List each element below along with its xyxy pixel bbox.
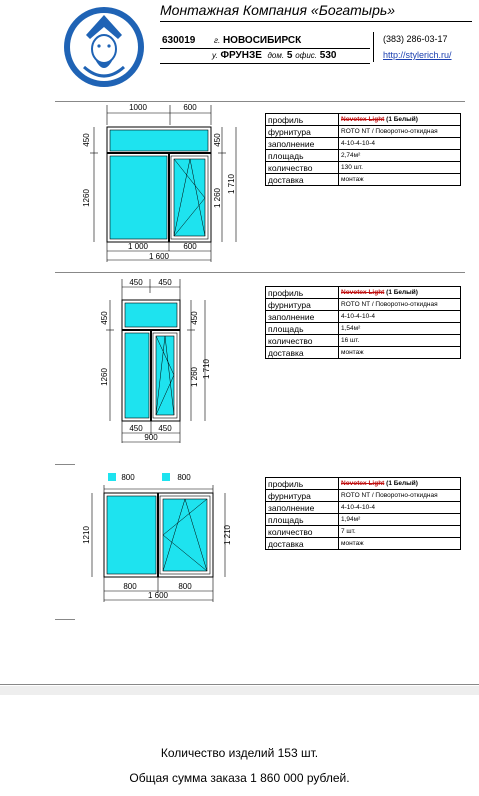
spec-table-1: профиль Novotex Light (1 Белый) фурнитура ROTO NT / Поворотно-откидная заполнение 4-10-4-10-4 площадь 2,74м² количество 130 шт. доставка монтаж — [265, 113, 461, 186]
spec-table-2: профиль Novotex Light (1 Белый) фурнитура ROTO NT / Поворотно-откидная заполнение 4-10-4-10-4 площадь 1,54м² количество 16 шт. доставка монтаж — [265, 286, 461, 359]
dim-right-bottom: 1 260 — [213, 187, 222, 209]
dim-right-height: 1 210 — [223, 524, 232, 546]
dim-bottom-left: 450 — [129, 424, 143, 433]
items-count-summary: Количество изделий 153 шт. — [160, 746, 319, 760]
dim-total-height: 1 710 — [202, 358, 211, 380]
dim-total-width: 1 600 — [147, 591, 169, 600]
dim-bottom-right: 800 — [178, 582, 192, 591]
phone-number: (383) 286-03-17 — [383, 34, 448, 44]
street-line: у. ФРУНЗЕ дом. 5 офис. 530 — [212, 50, 337, 61]
dim-bottom-left: 1 000 — [127, 242, 149, 251]
city-line: г. НОВОСИБИРСК — [214, 35, 302, 46]
dim-total-width: 900 — [144, 433, 158, 442]
company-logo — [62, 5, 146, 89]
website-link[interactable]: http://stylerich.ru/ — [383, 50, 452, 60]
dim-right-top: 450 — [213, 133, 222, 147]
dim-bottom-right: 600 — [183, 242, 197, 251]
dim-left-bottom: 1260 — [100, 368, 109, 386]
dim-left-bottom: 1260 — [82, 189, 91, 207]
dim-right-top: 450 — [190, 311, 199, 325]
dim-left-top: 450 — [100, 311, 109, 325]
window-drawing-3 — [80, 467, 250, 607]
dim-top-right: 600 — [183, 103, 197, 112]
window-drawing-2 — [98, 273, 218, 453]
company-name: Монтажная Компания «Богатырь» — [160, 2, 396, 18]
dim-left-height: 1210 — [82, 526, 91, 544]
spec-table-3: профиль Novotex Light (1 Белый) фурнитура ROTO NT / Поворотно-откидная заполнение 4-10-4-10-4 площадь 1,94м² количество 7 шт. доставка монтаж — [265, 477, 461, 550]
dim-top-right: 800 — [177, 473, 191, 482]
window-drawing-1 — [80, 100, 250, 270]
dim-right-bottom: 1 260 — [190, 366, 199, 388]
dim-left-top: 450 — [82, 133, 91, 147]
dim-bottom-right: 450 — [158, 424, 172, 433]
order-total-summary: Общая сумма заказа 1 860 000 рублей. — [129, 771, 350, 785]
dim-top-left: 450 — [129, 278, 143, 287]
dim-total-height: 1 710 — [227, 173, 236, 195]
dim-top-right: 450 — [158, 278, 172, 287]
dim-top-left: 1000 — [129, 103, 147, 112]
postal-code: 630019 — [162, 35, 196, 46]
dim-total-width: 1 600 — [148, 252, 170, 261]
dim-bottom-left: 800 — [123, 582, 137, 591]
dim-top-left: 800 — [121, 473, 135, 482]
